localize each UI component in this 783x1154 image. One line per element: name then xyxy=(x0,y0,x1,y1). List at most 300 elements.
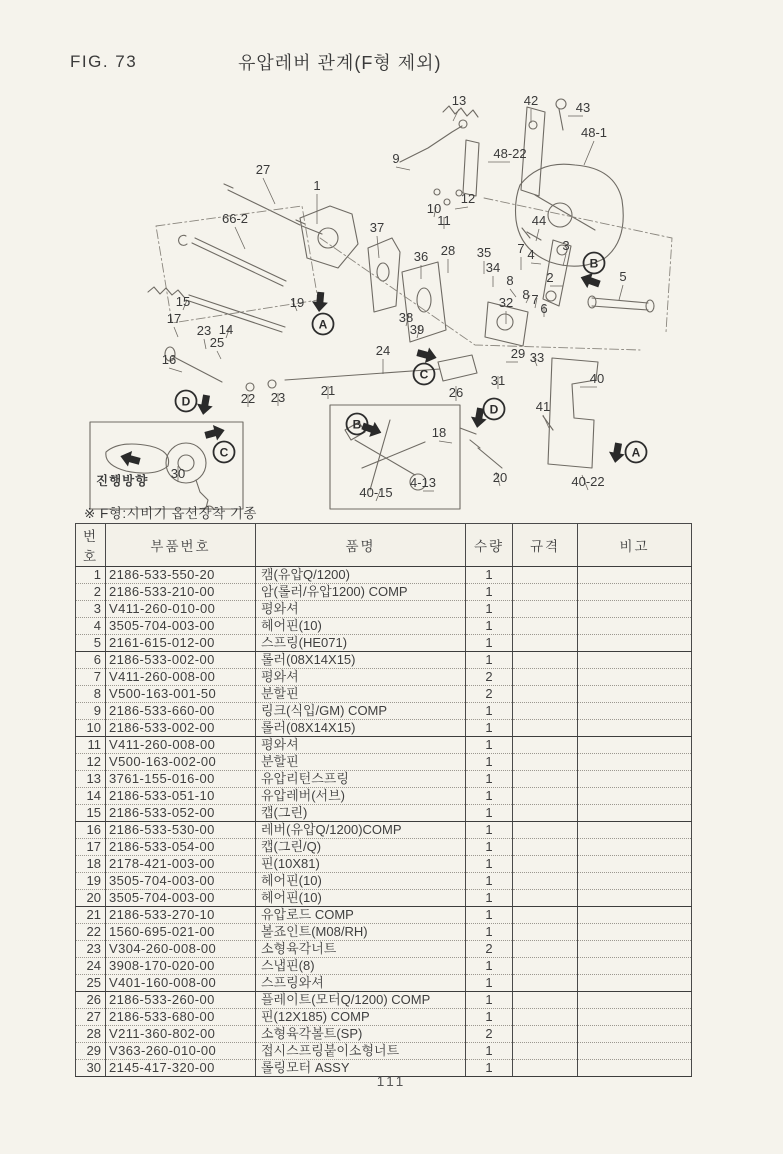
cell-spec xyxy=(513,873,578,890)
cell-qty: 1 xyxy=(466,567,513,584)
cell-qty: 1 xyxy=(466,907,513,924)
cell-spec xyxy=(513,1043,578,1060)
diagram-callout: 48-22 xyxy=(493,146,527,161)
cell-part-name: 롤러(08X14X15) xyxy=(256,652,466,669)
table-row xyxy=(76,890,692,907)
diagram-callout: 8 xyxy=(522,287,530,302)
cell-spec xyxy=(513,584,578,601)
cell-remark xyxy=(578,567,692,584)
cell-part-name: 스프링(HE071) xyxy=(256,635,466,652)
cell-spec xyxy=(513,992,578,1009)
diagram-callout: 8 xyxy=(506,273,514,288)
cell-spec xyxy=(513,652,578,669)
cell-part-number: 2186-533-680-00 xyxy=(106,1009,256,1026)
cell-remark xyxy=(578,584,692,601)
cell-part-number: 2186-533-550-20 xyxy=(106,567,256,584)
cell-part-name: 분할핀 xyxy=(256,686,466,703)
diagram-callout: 9 xyxy=(392,151,400,166)
cell-remark xyxy=(578,703,692,720)
cell-part-name: 평와셔 xyxy=(256,737,466,754)
col-remarks: 비고 xyxy=(578,524,692,567)
callout-leader xyxy=(563,254,566,266)
diagram-callout: 10 xyxy=(426,201,442,216)
cell-spec xyxy=(513,771,578,788)
direction-arrow-icon xyxy=(469,407,488,429)
cell-no: 14 xyxy=(76,788,106,805)
diagram-callout: 34 xyxy=(485,260,501,275)
callout-leader xyxy=(453,109,459,121)
cell-part-name: 소형육각너트 xyxy=(256,941,466,958)
cell-qty: 1 xyxy=(466,584,513,601)
cell-part-number: 2186-533-052-00 xyxy=(106,805,256,822)
cell-no: 24 xyxy=(76,958,106,975)
cell-part-number: 2178-421-003-00 xyxy=(106,856,256,873)
cell-no: 29 xyxy=(76,1043,106,1060)
cell-qty: 1 xyxy=(466,822,513,839)
cell-spec xyxy=(513,788,578,805)
cell-spec xyxy=(513,720,578,737)
diagram-callout: 19 xyxy=(289,295,305,310)
cell-part-name: 핀(12X185) COMP xyxy=(256,1009,466,1026)
cell-qty: 1 xyxy=(466,788,513,805)
cell-no: 18 xyxy=(76,856,106,873)
callout-leader xyxy=(396,167,410,170)
cell-part-number: 2186-533-530-00 xyxy=(106,822,256,839)
cell-spec xyxy=(513,635,578,652)
cell-part-number: 2186-533-002-00 xyxy=(106,720,256,737)
table-row xyxy=(76,839,692,856)
table-row xyxy=(76,788,692,805)
table-row xyxy=(76,975,692,992)
callout-leader xyxy=(235,227,245,249)
cell-part-name: 스냅핀(8) xyxy=(256,958,466,975)
cell-no: 26 xyxy=(76,992,106,1009)
table-row xyxy=(76,618,692,635)
direction-arrow-icon xyxy=(311,291,329,312)
diagram-callout: 13 xyxy=(451,93,467,108)
cell-remark xyxy=(578,686,692,703)
table-header-row xyxy=(76,524,692,567)
table-row xyxy=(76,856,692,873)
cell-part-number: 3505-704-003-00 xyxy=(106,890,256,907)
diagram-callout: 27 xyxy=(255,162,271,177)
cell-part-name: 플레이트(모터Q/1200) COMP xyxy=(256,992,466,1009)
exploded-parts-diagram xyxy=(0,80,783,510)
table-row xyxy=(76,720,692,737)
direction-arrow-icon xyxy=(195,394,214,416)
diagram-callout: 22 xyxy=(240,391,256,406)
cell-part-name: 유압로드 COMP xyxy=(256,907,466,924)
cell-part-number: 3505-704-003-00 xyxy=(106,873,256,890)
cell-part-number: V411-260-008-00 xyxy=(106,737,256,754)
table-row xyxy=(76,635,692,652)
callout-leader xyxy=(531,263,541,264)
figure-number: FIG. 73 xyxy=(70,52,138,71)
diagram-callout: 31 xyxy=(490,373,506,388)
diagram-callout: 25 xyxy=(209,335,225,350)
table-row xyxy=(76,1026,692,1043)
direction-arrow-icon xyxy=(415,345,438,366)
cell-part-name: 캡(그린/Q) xyxy=(256,839,466,856)
diagram-callout: 26 xyxy=(448,385,464,400)
cell-no: 6 xyxy=(76,652,106,669)
cell-part-name: 헤어핀(10) xyxy=(256,890,466,907)
diagram-callout: 3 xyxy=(562,238,570,253)
cell-remark xyxy=(578,788,692,805)
cell-part-number: V500-163-001-50 xyxy=(106,686,256,703)
cell-remark xyxy=(578,1026,692,1043)
cell-remark xyxy=(578,652,692,669)
direction-arrow-icon xyxy=(360,418,384,440)
cell-no: 17 xyxy=(76,839,106,856)
cell-no: 27 xyxy=(76,1009,106,1026)
cell-part-name: 평와셔 xyxy=(256,669,466,686)
cell-part-name: 캡(그린) xyxy=(256,805,466,822)
cell-no: 30 xyxy=(76,1060,106,1077)
cell-remark xyxy=(578,958,692,975)
cell-part-number: V363-260-010-00 xyxy=(106,1043,256,1060)
col-spec: 규격 xyxy=(513,524,578,567)
table-row xyxy=(76,686,692,703)
callout-leader xyxy=(377,236,379,258)
diagram-callout: 24 xyxy=(375,343,391,358)
cell-qty: 1 xyxy=(466,771,513,788)
cell-qty: 2 xyxy=(466,1026,513,1043)
cell-spec xyxy=(513,703,578,720)
table-row xyxy=(76,652,692,669)
view-marker-letter: D xyxy=(489,402,499,417)
cell-spec xyxy=(513,975,578,992)
callout-leader xyxy=(169,368,182,372)
table-row xyxy=(76,703,692,720)
cell-spec xyxy=(513,856,578,873)
cell-no: 1 xyxy=(76,567,106,584)
diagram-callout: 40-15 xyxy=(359,485,393,500)
cell-spec xyxy=(513,618,578,635)
cell-part-number: 2186-533-210-00 xyxy=(106,584,256,601)
callout-leader xyxy=(584,141,594,165)
table-row xyxy=(76,822,692,839)
cell-part-name: 롤러(08X14X15) xyxy=(256,720,466,737)
cell-no: 23 xyxy=(76,941,106,958)
cell-part-number: 3908-170-020-00 xyxy=(106,958,256,975)
cell-part-number: V411-260-010-00 xyxy=(106,601,256,618)
cell-no: 13 xyxy=(76,771,106,788)
diagram-callout: 32 xyxy=(498,295,514,310)
table-row xyxy=(76,567,692,584)
cell-part-number: V411-260-008-00 xyxy=(106,669,256,686)
cell-qty: 1 xyxy=(466,601,513,618)
diagram-callout: 38 xyxy=(398,310,414,325)
cell-remark xyxy=(578,873,692,890)
cell-spec xyxy=(513,924,578,941)
table-row xyxy=(76,669,692,686)
cell-qty: 1 xyxy=(466,1009,513,1026)
cell-part-number: 2145-417-320-00 xyxy=(106,1060,256,1077)
diagram-callout: 42 xyxy=(523,93,539,108)
diagram-callout: 15 xyxy=(175,294,191,309)
cell-qty: 1 xyxy=(466,975,513,992)
cell-no: 4 xyxy=(76,618,106,635)
cell-part-name: 소형육각볼트(SP) xyxy=(256,1026,466,1043)
diagram-callout: 35 xyxy=(476,245,492,260)
table-row xyxy=(76,1009,692,1026)
cell-part-number: V304-260-008-00 xyxy=(106,941,256,958)
callout-leader xyxy=(217,351,221,359)
cell-qty: 1 xyxy=(466,652,513,669)
cell-remark xyxy=(578,771,692,788)
cell-qty: 1 xyxy=(466,924,513,941)
cell-remark xyxy=(578,737,692,754)
cell-qty: 1 xyxy=(466,618,513,635)
diagram-callout: 23 xyxy=(270,390,286,405)
cell-part-name: 평와셔 xyxy=(256,601,466,618)
cell-qty: 1 xyxy=(466,720,513,737)
diagram-callout: 28 xyxy=(440,243,456,258)
cell-part-number: 2161-615-012-00 xyxy=(106,635,256,652)
diagram-callout: 17 xyxy=(166,311,182,326)
page-title: 유압레버 관계(F형 제외) xyxy=(238,53,442,73)
cell-spec xyxy=(513,805,578,822)
cell-spec xyxy=(513,669,578,686)
model-note: ※ F형:시비기 옵션장착 기종 xyxy=(84,502,261,525)
cell-remark xyxy=(578,975,692,992)
cell-no: 16 xyxy=(76,822,106,839)
cell-no: 12 xyxy=(76,754,106,771)
cell-spec xyxy=(513,941,578,958)
col-no: 번호 xyxy=(76,524,106,567)
diagram-callout: 5 xyxy=(619,269,627,284)
view-marker-letter: C xyxy=(219,445,229,460)
cell-part-number: 1560-695-021-00 xyxy=(106,924,256,941)
diagram-callout: 2 xyxy=(546,270,554,285)
diagram-callout: 18 xyxy=(431,425,447,440)
cell-part-number: 2186-533-051-10 xyxy=(106,788,256,805)
diagram-callout: 43 xyxy=(575,100,591,115)
cell-part-number: 2186-533-260-00 xyxy=(106,992,256,1009)
cell-part-number: 2186-533-002-00 xyxy=(106,652,256,669)
diagram-callout: 6 xyxy=(540,301,548,316)
cell-part-name: 핀(10X81) xyxy=(256,856,466,873)
callout-leader xyxy=(619,285,623,300)
cell-spec xyxy=(513,1026,578,1043)
cell-part-name: 암(롤러/유압1200) COMP xyxy=(256,584,466,601)
cell-qty: 1 xyxy=(466,1043,513,1060)
cell-remark xyxy=(578,1009,692,1026)
diagram-callout: 20 xyxy=(492,470,508,485)
cell-remark xyxy=(578,822,692,839)
cell-qty: 1 xyxy=(466,958,513,975)
cell-remark xyxy=(578,941,692,958)
callout-leader xyxy=(543,415,549,428)
table-row xyxy=(76,907,692,924)
cell-no: 5 xyxy=(76,635,106,652)
view-marker-letter: C xyxy=(419,367,429,382)
diagram-callout: 23 xyxy=(196,323,212,338)
cell-remark xyxy=(578,992,692,1009)
col-qty: 수량 xyxy=(466,524,513,567)
direction-arrow-icon xyxy=(118,448,141,469)
table-row xyxy=(76,992,692,1009)
cell-part-number: 2186-533-660-00 xyxy=(106,703,256,720)
parts-table xyxy=(75,523,692,1077)
view-marker-letter: B xyxy=(589,256,599,271)
cell-part-name: 스프링와셔 xyxy=(256,975,466,992)
parts-table-body xyxy=(76,567,692,1077)
cell-spec xyxy=(513,839,578,856)
cell-qty: 1 xyxy=(466,703,513,720)
cell-no: 15 xyxy=(76,805,106,822)
cell-no: 21 xyxy=(76,907,106,924)
diagram-callout: 16 xyxy=(161,352,177,367)
cell-remark xyxy=(578,839,692,856)
cell-remark xyxy=(578,907,692,924)
view-marker-letter: D xyxy=(181,394,191,409)
cell-part-number: V401-160-008-00 xyxy=(106,975,256,992)
table-row xyxy=(76,1043,692,1060)
diagram-callout: 21 xyxy=(320,383,336,398)
cell-qty: 1 xyxy=(466,635,513,652)
table-row xyxy=(76,958,692,975)
page-number: 111 xyxy=(376,1074,407,1089)
cell-part-name: 레버(유압Q/1200)COMP xyxy=(256,822,466,839)
diagram-callout: 41 xyxy=(535,399,551,414)
table-row xyxy=(76,805,692,822)
cell-part-number: 2186-533-054-00 xyxy=(106,839,256,856)
cell-part-number: V500-163-002-00 xyxy=(106,754,256,771)
diagram-callout: 40 xyxy=(589,371,605,386)
cell-no: 9 xyxy=(76,703,106,720)
cell-part-number: 3761-155-016-00 xyxy=(106,771,256,788)
table-row xyxy=(76,771,692,788)
cell-part-name: 분할핀 xyxy=(256,754,466,771)
table-row xyxy=(76,737,692,754)
cell-no: 19 xyxy=(76,873,106,890)
cell-spec xyxy=(513,567,578,584)
cell-part-name: 헤어핀(10) xyxy=(256,873,466,890)
col-part-name: 품명 xyxy=(256,524,466,567)
cell-part-name: 접시스프링붙이소형너트 xyxy=(256,1043,466,1060)
table-row xyxy=(76,754,692,771)
direction-of-travel-label: 진행방향 xyxy=(96,474,149,488)
cell-part-number: 3505-704-003-00 xyxy=(106,618,256,635)
cell-remark xyxy=(578,924,692,941)
cell-no: 11 xyxy=(76,737,106,754)
cell-qty: 1 xyxy=(466,805,513,822)
callout-leader xyxy=(439,441,452,443)
diagram-callout: 37 xyxy=(369,220,385,235)
cell-qty: 1 xyxy=(466,856,513,873)
callout-leader xyxy=(455,207,468,209)
cell-no: 2 xyxy=(76,584,106,601)
cell-spec xyxy=(513,737,578,754)
cell-qty: 2 xyxy=(466,669,513,686)
diagram-callout: 7 xyxy=(531,292,539,307)
direction-arrow-icon xyxy=(203,422,226,443)
cell-no: 3 xyxy=(76,601,106,618)
cell-no: 8 xyxy=(76,686,106,703)
cell-spec xyxy=(513,601,578,618)
diagram-callout: 44 xyxy=(531,213,547,228)
cell-part-name: 볼죠인트(M08/RH) xyxy=(256,924,466,941)
cell-part-name: 롤링모터 ASSY xyxy=(256,1060,466,1077)
table-row xyxy=(76,941,692,958)
diagram-callout: 7 xyxy=(517,241,525,256)
cell-remark xyxy=(578,601,692,618)
cell-remark xyxy=(578,754,692,771)
diagram-callout: 33 xyxy=(529,350,545,365)
col-part-number: 부품번호 xyxy=(106,524,256,567)
cell-qty: 1 xyxy=(466,839,513,856)
cell-qty: 1 xyxy=(466,992,513,1009)
cell-spec xyxy=(513,907,578,924)
cell-part-number: 2186-533-270-10 xyxy=(106,907,256,924)
cell-remark xyxy=(578,618,692,635)
view-marker-letter: A xyxy=(318,317,328,332)
cell-qty: 1 xyxy=(466,737,513,754)
cell-no: 22 xyxy=(76,924,106,941)
markers-layer xyxy=(176,253,647,463)
table-row xyxy=(76,584,692,601)
diagram-callout: 12 xyxy=(460,191,476,206)
cell-spec xyxy=(513,822,578,839)
view-marker-letter: A xyxy=(631,445,641,460)
table-row xyxy=(76,924,692,941)
cell-qty: 1 xyxy=(466,754,513,771)
cell-spec xyxy=(513,890,578,907)
diagram-callout: 48-1 xyxy=(580,125,608,140)
diagram-callout: 4 xyxy=(527,247,535,262)
cell-qty: 2 xyxy=(466,941,513,958)
diagram-callout: 14 xyxy=(218,322,234,337)
cell-part-name: 유압레버(서브) xyxy=(256,788,466,805)
callout-leader xyxy=(204,339,206,349)
callouts-layer xyxy=(162,93,627,501)
diagram-callout: 1 xyxy=(313,178,321,193)
direction-arrow-icon xyxy=(607,442,626,464)
cell-remark xyxy=(578,720,692,737)
cell-part-name: 유압리턴스프링 xyxy=(256,771,466,788)
cell-spec xyxy=(513,754,578,771)
diagram-callout: 4-13 xyxy=(409,475,437,490)
cell-remark xyxy=(578,1043,692,1060)
callout-leader xyxy=(174,327,178,337)
view-marker-letter: B xyxy=(352,417,362,432)
cell-part-name: 링크(식입/GM) COMP xyxy=(256,703,466,720)
diagram-callout: 30 xyxy=(170,466,186,481)
cell-qty: 1 xyxy=(466,1060,513,1077)
cell-part-name: 캠(유압Q/1200) xyxy=(256,567,466,584)
cell-no: 25 xyxy=(76,975,106,992)
cell-no: 10 xyxy=(76,720,106,737)
cell-remark xyxy=(578,669,692,686)
cell-no: 20 xyxy=(76,890,106,907)
cell-remark xyxy=(578,635,692,652)
cell-qty: 1 xyxy=(466,873,513,890)
diagram-callout: 11 xyxy=(437,213,451,228)
callout-leader xyxy=(263,178,275,204)
table-row xyxy=(76,601,692,618)
diagram-callout: 29 xyxy=(510,346,526,361)
cell-qty: 1 xyxy=(466,890,513,907)
table-row xyxy=(76,873,692,890)
cell-no: 28 xyxy=(76,1026,106,1043)
cell-qty: 2 xyxy=(466,686,513,703)
diagram-callout: 66-2 xyxy=(221,211,249,226)
cell-spec xyxy=(513,686,578,703)
cell-no: 7 xyxy=(76,669,106,686)
cell-spec xyxy=(513,1009,578,1026)
